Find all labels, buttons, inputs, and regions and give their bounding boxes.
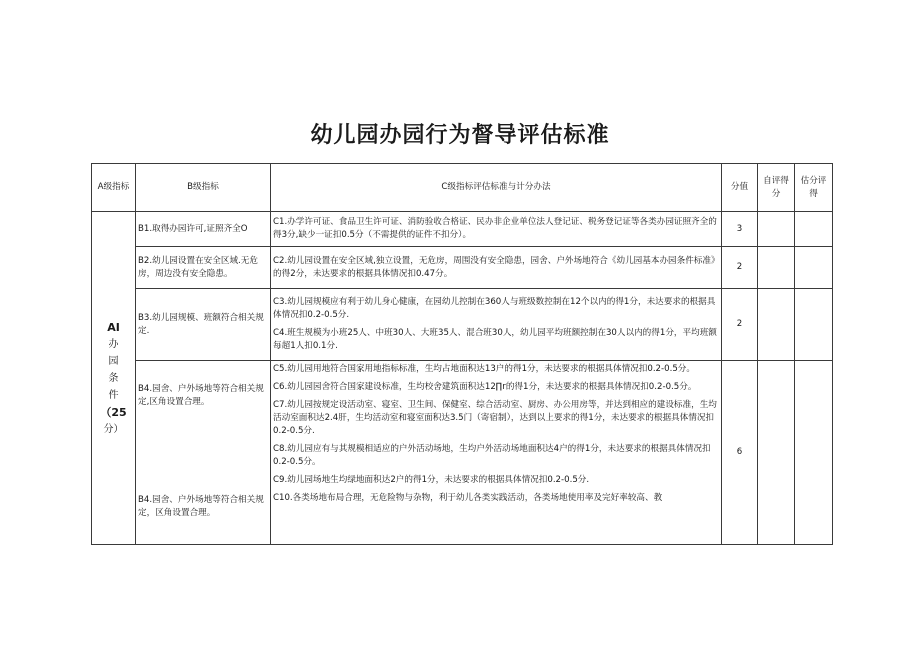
b-indicator-cell: B1.取得办园许可,证照齐全O (136, 212, 271, 247)
c-indicator-cell (271, 289, 722, 361)
a-indicator-char: 件 (108, 389, 119, 401)
table-header-row (92, 164, 833, 212)
c-item: C4.班生规模为小班25人、中班30人、大班35人、混合班30人，幼儿园平均班额控制在30人以内的得1分，平均班额每超1人扣0.1分. (273, 328, 717, 351)
self-score-cell[interactable] (758, 361, 795, 545)
table-row (92, 212, 833, 247)
a-indicator-char: 办 (108, 338, 119, 350)
header-eval-score: 估分评得 (795, 164, 833, 212)
evaluation-table (91, 163, 833, 545)
c-item: C1.办学许可证、食品卫生许可证、消防验收合格证、民办非企业单位法人登记证、税务登记证等各类办园证照齐全的得3分,缺少一证扣0.5分（不需提供的证件不扣分）。 (273, 217, 717, 240)
eval-score-cell[interactable] (795, 361, 833, 545)
c-item: C10.各类场地布局合理，无危险物与杂物，利于幼儿各类实践活动，各类场地使用率及完好率较高、教 (273, 493, 663, 503)
b-indicator-cell: B3.幼儿园规模、班额符合相关规定. (136, 289, 271, 361)
header-score: 分值 (722, 164, 758, 212)
a-indicator-cell (92, 212, 136, 545)
a-indicator-code: AI (107, 320, 120, 334)
header-a-level: A级指标 (92, 164, 136, 212)
page-title: 幼儿园办园行为督导评估标准 (310, 123, 610, 148)
c-item: C2.幼儿园设置在安全区域,独立设置，无危房，周围没有安全隐患，园舍、户外场地符合《幼儿园基本办园条件标准》的得2分，未达要求的根据具体情况扣0.47分。 (273, 255, 716, 279)
header-self-score: 自评得分 (758, 164, 795, 212)
c-item: C9.幼儿园场地生均绿地面积达2户的得1分，未达要求的根据具体情况扣0.2-0.5分. (273, 475, 590, 485)
c-indicator-cell (271, 212, 722, 247)
eval-score-cell[interactable] (795, 247, 833, 289)
self-score-cell[interactable] (758, 247, 795, 289)
header-b-level: B级指标 (136, 164, 271, 212)
score-cell: 6 (722, 361, 758, 545)
b-indicator-text: B4.园舍、户外场地等符合相关规定,区角设置合理。 (138, 384, 264, 407)
c-item: C8.幼儿园应有与其规模相适应的户外活动场地，生均户外活动场地面积达4户的得1分，未达要求的根据具体情况扣0.2-0.5分。 (273, 444, 711, 467)
c-indicator-cell (271, 247, 722, 289)
c-item: C5.幼儿园用地符合国家用地指标标准，生均占地面积达13户的得1分，未达要求的根据具体情况扣0.2-0.5分。 (273, 364, 695, 374)
b-indicator-cell (136, 361, 271, 545)
a-indicator-char: 条 (108, 372, 119, 384)
a-indicator-points: （25 (100, 405, 127, 419)
b-indicator-text: B4.园舍、户外场地等符合相关规定，区角设置合理。 (138, 495, 264, 518)
eval-score-cell[interactable] (795, 212, 833, 247)
eval-score-cell[interactable] (795, 289, 833, 361)
b-indicator-cell: B2.幼儿园设置在安全区域.无危房，周边没有安全隐患。 (136, 247, 271, 289)
table-row (92, 289, 833, 361)
c-item: C3.幼儿园规模应有利于幼儿身心健康，在园幼儿控制在360人与班级数控制在12个以内的得1分，未达要求的根据具体情况扣0.2-0.5分. (273, 297, 716, 320)
c-indicator-cell (271, 361, 722, 545)
self-score-cell[interactable] (758, 289, 795, 361)
score-cell: 3 (722, 212, 758, 247)
a-indicator-points-end: 分） (103, 423, 124, 435)
score-cell: 2 (722, 247, 758, 289)
table-row (92, 361, 833, 545)
header-c-level: C级指标评估标准与计分办法 (271, 164, 722, 212)
c-item: C7.幼儿园按规定设活动室、寝室、卫生间、保健室、综合活动室、厨房、办公用房等，并达到相应的建设标准，生均活动室面积达2.4肝，生均活动室和寝室面积达3.5门（寄宿制），达到以上要求的得1分，未达要求的根据具体情况扣0.2-0.5分. (273, 400, 717, 436)
a-indicator-char: 园 (108, 355, 119, 367)
score-cell: 2 (722, 289, 758, 361)
self-score-cell[interactable] (758, 212, 795, 247)
c-item: C6.幼儿园园舍符合国家建设标准，生均校舍建筑面积达12∏r的得1分，未达要求的根据具体情况扣0.2-0.5分。 (273, 382, 697, 392)
table-row (92, 247, 833, 289)
